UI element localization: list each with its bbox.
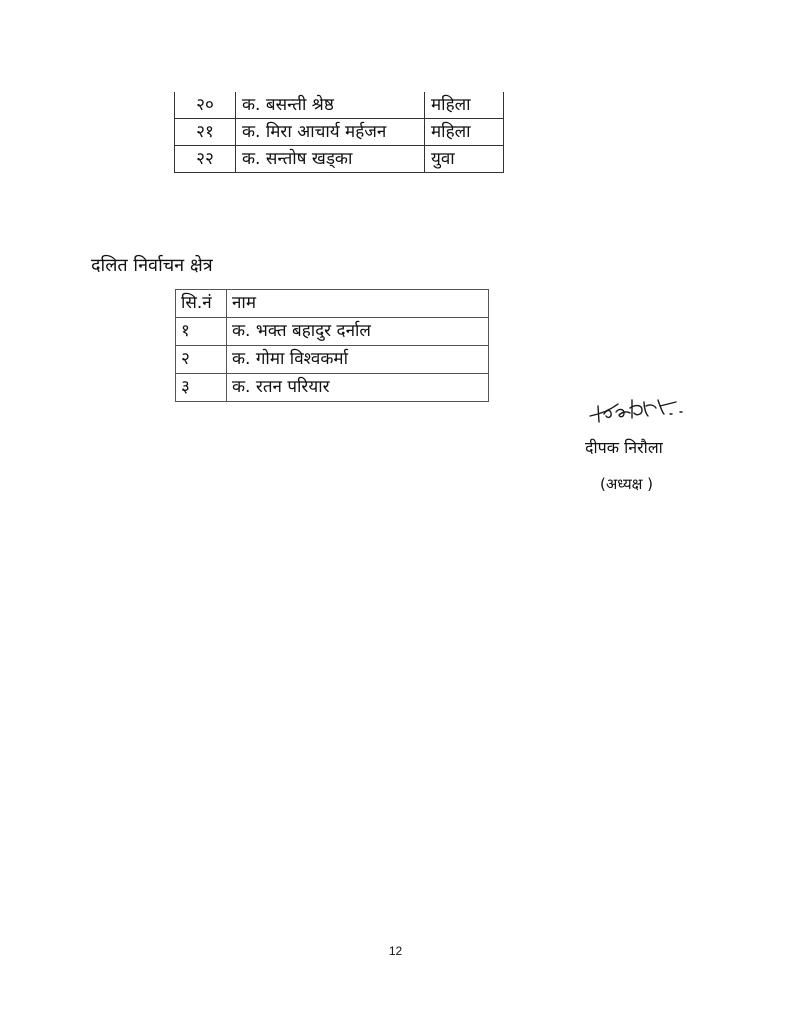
continued-members-table — [174, 92, 504, 173]
table-row — [175, 146, 504, 173]
category-cell: महिला — [425, 119, 504, 146]
table-header-row — [176, 290, 489, 318]
table-row — [176, 318, 489, 346]
category-cell: युवा — [425, 146, 504, 173]
serial-number-cell: २२ — [175, 146, 236, 173]
member-name-cell: क. बसन्ती श्रेष्ठ — [236, 92, 425, 119]
signatory-title: (अध्यक्ष ) — [600, 475, 654, 493]
serial-number-cell: २१ — [175, 119, 236, 146]
table-row — [175, 92, 504, 119]
member-name-cell: क. रतन परियार — [227, 374, 489, 402]
table-row — [176, 374, 489, 402]
name-header: नाम — [227, 290, 489, 318]
member-name-cell: क. गोमा विश्वकर्मा — [227, 346, 489, 374]
serial-number-cell: २ — [176, 346, 227, 374]
member-name-cell: क. मिरा आचार्य मर्हजन — [236, 119, 425, 146]
serial-number-header: सि.नं — [176, 290, 227, 318]
signatory-name: दीपक निरौला — [585, 438, 663, 457]
serial-number-cell: ३ — [176, 374, 227, 402]
section-heading: दलित निर्वाचन क्षेत्र — [91, 255, 213, 276]
dalit-members-table — [175, 289, 489, 402]
serial-number-cell: २० — [175, 92, 236, 119]
serial-number-cell: १ — [176, 318, 227, 346]
category-cell: महिला — [425, 92, 504, 119]
member-name-cell: क. भक्त बहादुर दर्नाल — [227, 318, 489, 346]
table-row — [175, 119, 504, 146]
table-row — [176, 346, 489, 374]
page-number: 12 — [388, 944, 403, 958]
handwritten-signature — [586, 392, 690, 428]
member-name-cell: क. सन्तोष खड्का — [236, 146, 425, 173]
